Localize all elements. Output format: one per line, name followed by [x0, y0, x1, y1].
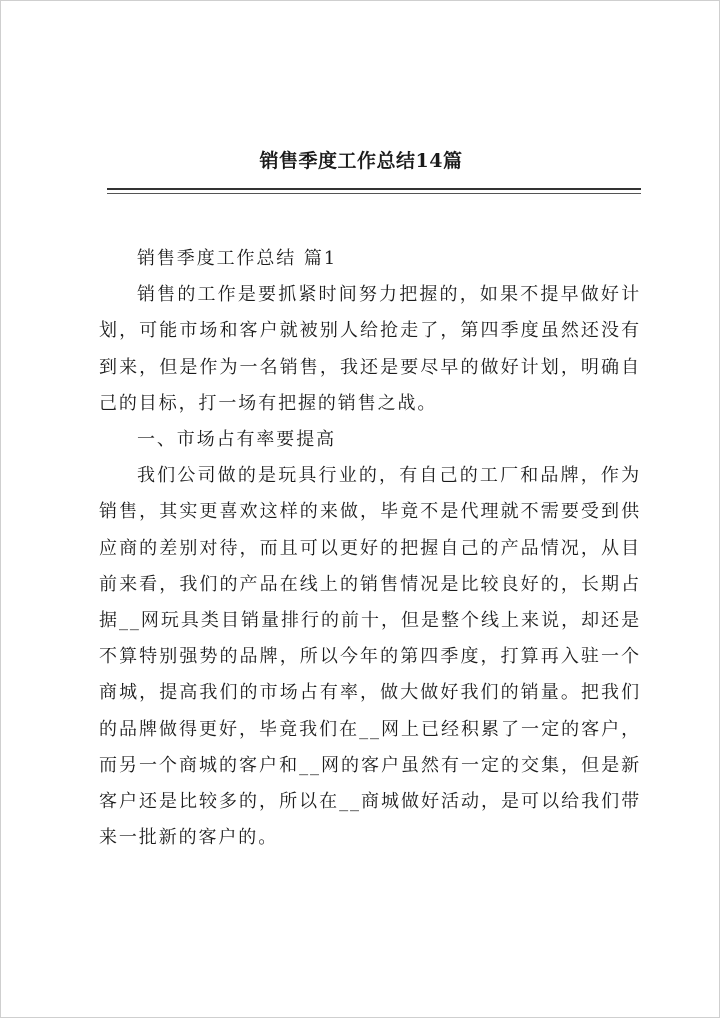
title-divider-thin: [107, 193, 641, 194]
section-heading: 销售季度工作总结 篇1: [137, 248, 338, 269]
subheading-market-share: 一、市场占有率要提高: [137, 429, 336, 451]
paragraph-market-share: 我们公司做的是玩具行业的，有自己的工厂和品牌，作为销售，其实更喜欢这样的来做，毕竟不是代理就不需要受到供应商的差别对待，而且可以更好的把握自己的产品情况，从目前来看，我们的产品在线上的销售情况是比较良好的，长期占据__网玩具类目销量排行的前十，但是整个线上来说，却还是不算特别强势的品牌，所以今年的第四季度，打算再入驻一个商城，提高我们的市场占有率，做大做好我们的销量。把我们的品牌做得更好，毕竟我们在__网上已经积累了一定的客户，而另一个商城的客户和__网的客户虽然有一定的交集，但是新客户还是比较多的，所以在__商城做好活动，是可以给我们带来一批新的客户的。: [99, 465, 641, 849]
paragraph-intro: 销售的工作是要抓紧时间努力把握的，如果不提早做好计划，可能市场和客户就被别人给抢走了，第四季度虽然还没有到来，但是作为一名销售，我还是要尽早的做好计划，明确自己的目标，打一场有把握的销售之战。: [99, 284, 641, 414]
document-title: 销售季度工作总结14篇: [259, 150, 463, 172]
title-divider: [107, 188, 641, 190]
document-body: [99, 241, 641, 856]
